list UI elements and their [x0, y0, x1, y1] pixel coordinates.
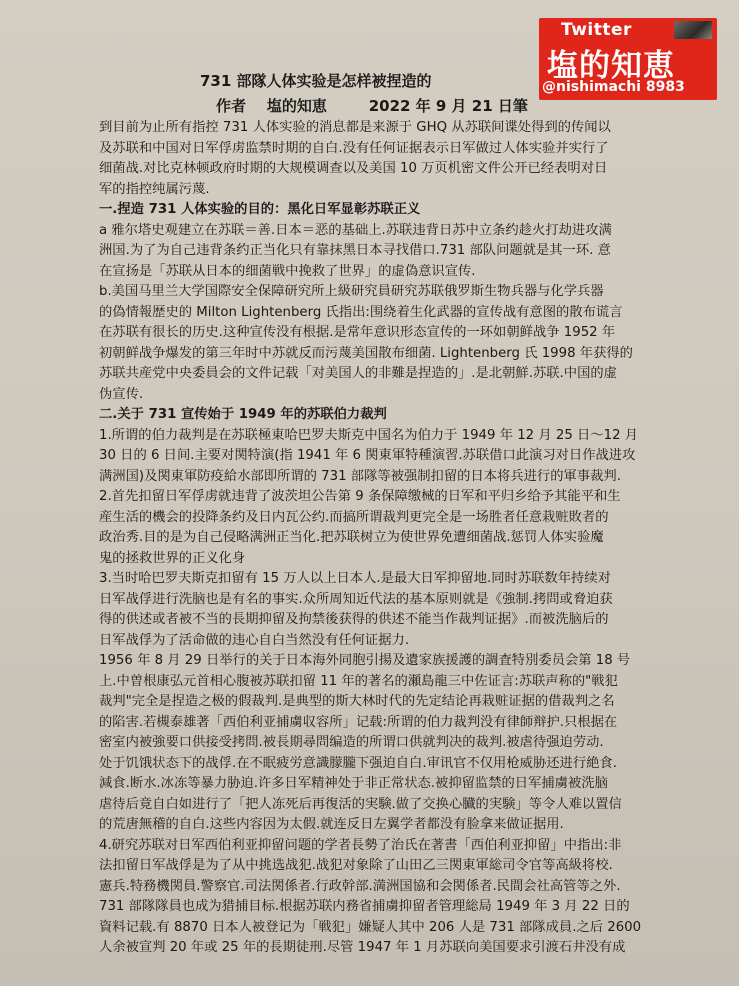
- text-line: 及苏联和中国对日军俘虏监禁时期的自白.没有任何证据表示日军做过人体实验并实行了: [99, 140, 609, 156]
- text-line: 法扣留日军战俘是为了从中挑选战犯.战犯对象除了山田乙三関東軍総司令官等高級将校.: [99, 858, 613, 873]
- text-line: 裁判"完全是捏造之极的假裁判.是典型的斯大林时代的先定结论再栽赃证据的借裁判之名: [99, 694, 615, 709]
- document-date: 2022 年 9 月 21 日筆: [368, 97, 528, 115]
- author-line: [216, 95, 739, 116]
- text-line: 的陷害.若槻泰雄著「西伯利亚捕虜収容所」记载:所谓的伯力裁判没有律師辩护.只根据在: [99, 714, 618, 730]
- author-label: 作者: [216, 97, 247, 115]
- text-line: 人余被宣判 20 年或 25 年的長期徒刑.尽管 1947 年 1 月苏联向美国要求引渡石井没有成: [99, 940, 626, 955]
- section-2-heading: 二.关于 731 宣传始于 1949 年的苏联伯力裁判: [99, 407, 387, 422]
- text-line: 憲兵.特務機関員.警察官.司法関係者.行政幹部.満洲国協和会関係者.民間会社高管等之外.: [99, 878, 621, 894]
- text-line: 731 部隊隊員也成为猎捕目标.根据苏联内務省捕虜抑留者管理総局 1949 年 3 月 22 日的: [99, 899, 630, 914]
- text-line: 处于饥饿状态下的战俘.在不眠疲労意識朦朧下强迫自白.审讯官不仅用枪威胁还进行絶食.: [99, 755, 617, 771]
- text-line: 军的指控纯属污蔑.: [99, 181, 210, 197]
- text-line: 2.首先扣留日军俘虏就违背了波茨坦公告第 9 条保障缴械的日军和平归乡给予其能平和生: [99, 489, 621, 504]
- text-line: 洲国.为了为自己违背条约正当化只有靠抹黑日本寻找借口.731 部队问题就是其一环. 意: [99, 243, 611, 258]
- text-line: 满洲国)及関東軍防疫給水部即所谓的 731 部隊等被强制扣留的日本将兵进行的軍事裁判.: [99, 468, 621, 484]
- section-1-heading: 一.捏造 731 人体实验的目的：黑化日军显彰苏联正义: [99, 202, 421, 217]
- text-line: 産生活的機会的投降条约及日内瓦公约.而搞所谓裁判更完全是一场胜者任意栽赃敗者的: [99, 509, 609, 525]
- text-line: 減食.断水.冰冻等暴力胁迫.许多日军精神处于非正常状态.被抑留监禁的日军捕虜被洗脑: [99, 776, 608, 791]
- text-line: 上.中曽根康弘元首相心腹被苏联扣留 11 年的著名的瀬島龍三中佐证言:苏联声称的"戦犯: [99, 673, 618, 689]
- text-line: 到目前为止所有指控 731 人体实验的消息都是来源于 GHQ 从苏联间谍处得到的传闻以: [99, 120, 611, 135]
- author-name: 塩的知恵: [266, 97, 327, 115]
- document-title: 731 部隊人体实验是怎样被捏造的: [200, 72, 432, 90]
- text-line: 在宣扬是「苏联从日本的细菌戦中挽救了世界」的虚偽意识宣传.: [99, 263, 476, 279]
- text-line: a 雅尔塔史观建立在苏联＝善.日本＝恶的基础上.苏联违背日苏中立条约趁火打劫进攻满: [99, 222, 612, 238]
- badge-handle: @nishimachi 8983: [542, 79, 685, 95]
- text-line: 資料记载.有 8870 日本人被登记为「戦犯」嫌疑人其中 206 人是 731 部隊成員.之后 2600: [99, 919, 642, 935]
- text-line: 虐待后竟自白如进行了「把人冻死后再復活的実験.做了交换心臓的実験」等令人难以置信: [99, 796, 622, 812]
- text-line: 日军战俘进行洗脑也是有名的事实.众所周知近代法的基本原则就是《強制.拷問或脅迫获: [99, 591, 613, 607]
- text-line: 密室内被強要口供接受拷問.被長期尋問编造的所谓口供就判决的裁判.被虐待强迫劳动.: [99, 735, 604, 750]
- section-2-paragraph-1: [99, 426, 683, 488]
- badge-avatar: [674, 21, 712, 39]
- text-line: 的偽情報歴史的 Milton Lightenberg 氏指出:围绕着生化武器的宣传战有意图的散布谎言: [99, 304, 623, 320]
- section-1-paragraph-b: [99, 282, 683, 405]
- section-1-paragraph-a: [99, 221, 683, 283]
- text-line: 政治秀.目的是为自己侵略满洲正当化.把苏联树立为使世界免遭细菌战.惩罚人体实验魔: [99, 530, 604, 545]
- text-line: 4.研究苏联对日军西伯利亚抑留问题的学者長勢了治氏在著書「西伯利亚抑留」中指出:非: [99, 837, 622, 853]
- text-line: 日军战俘为了活命做的违心自白当然没有任何证据力.: [99, 632, 410, 648]
- text-line: b.美国马里兰大学国際安全保障研究所上級研究員研究苏联俄罗斯生物兵器与化学兵器: [99, 284, 604, 299]
- section-2-paragraph-2: [99, 487, 683, 569]
- intro-paragraph: [99, 118, 683, 200]
- text-line: 初朝鲜战争爆发的第三年时中苏就反而污蔑美国散布细菌. Lightenberg 氏 1998 年获得的: [99, 345, 633, 361]
- text-line: 的荒唐無稽的自白.这些内容因为太假.就连反日左翼学者都没有脸拿来做证据用.: [99, 817, 564, 832]
- badge-name: 塩的知恵: [547, 48, 675, 84]
- section-2-paragraph-4: [99, 651, 683, 836]
- text-line: 苏联共産党中央委員会的文件记载「对美国人的非難是捏造的」.是北朝鮮.苏联.中国的虚: [99, 366, 617, 381]
- text-line: 鬼的拯救世界的正义化身: [99, 550, 246, 566]
- text-line: 30 日的 6 日间.主要对関特演(指 1941 年 6 関東軍特種演習.苏联借口此演习对日作战进攻: [99, 448, 636, 463]
- text-line: 细菌战.对比克林顿政府时期的大规模调查以及美国 10 万页机密文件公开已经表明对日: [99, 161, 608, 176]
- section-2-paragraph-3: [99, 569, 683, 651]
- document-body: [99, 118, 683, 959]
- section-2-paragraph-5: [99, 836, 683, 959]
- text-line: 3.当时哈巴罗夫斯克扣留有 15 万人以上日本人.是最大日军抑留地.同时苏联数年持续对: [99, 571, 611, 586]
- text-line: 1956 年 8 月 29 日举行的关于日本海外同胞引揚及遺家族援護的調査特別委员会第 18 号: [99, 653, 631, 668]
- text-line: 得的供述或者被不当的長期抑留及拘禁後获得的供述不能当作裁判证据》.而被洗脑后的: [99, 612, 609, 627]
- text-line: 1.所谓的伯力裁判是在苏联極東哈巴罗夫斯克中国名为伯力于 1949 年 12 月 25 日～12 月: [99, 427, 639, 443]
- text-line: 伪宣传.: [99, 386, 144, 402]
- text-line: 在苏联有很长的历史.这种宣传没有根据.是常年意识形态宣传的一环如朝鲜战争 1952 年: [99, 325, 616, 340]
- badge-platform: Twitter: [561, 20, 632, 40]
